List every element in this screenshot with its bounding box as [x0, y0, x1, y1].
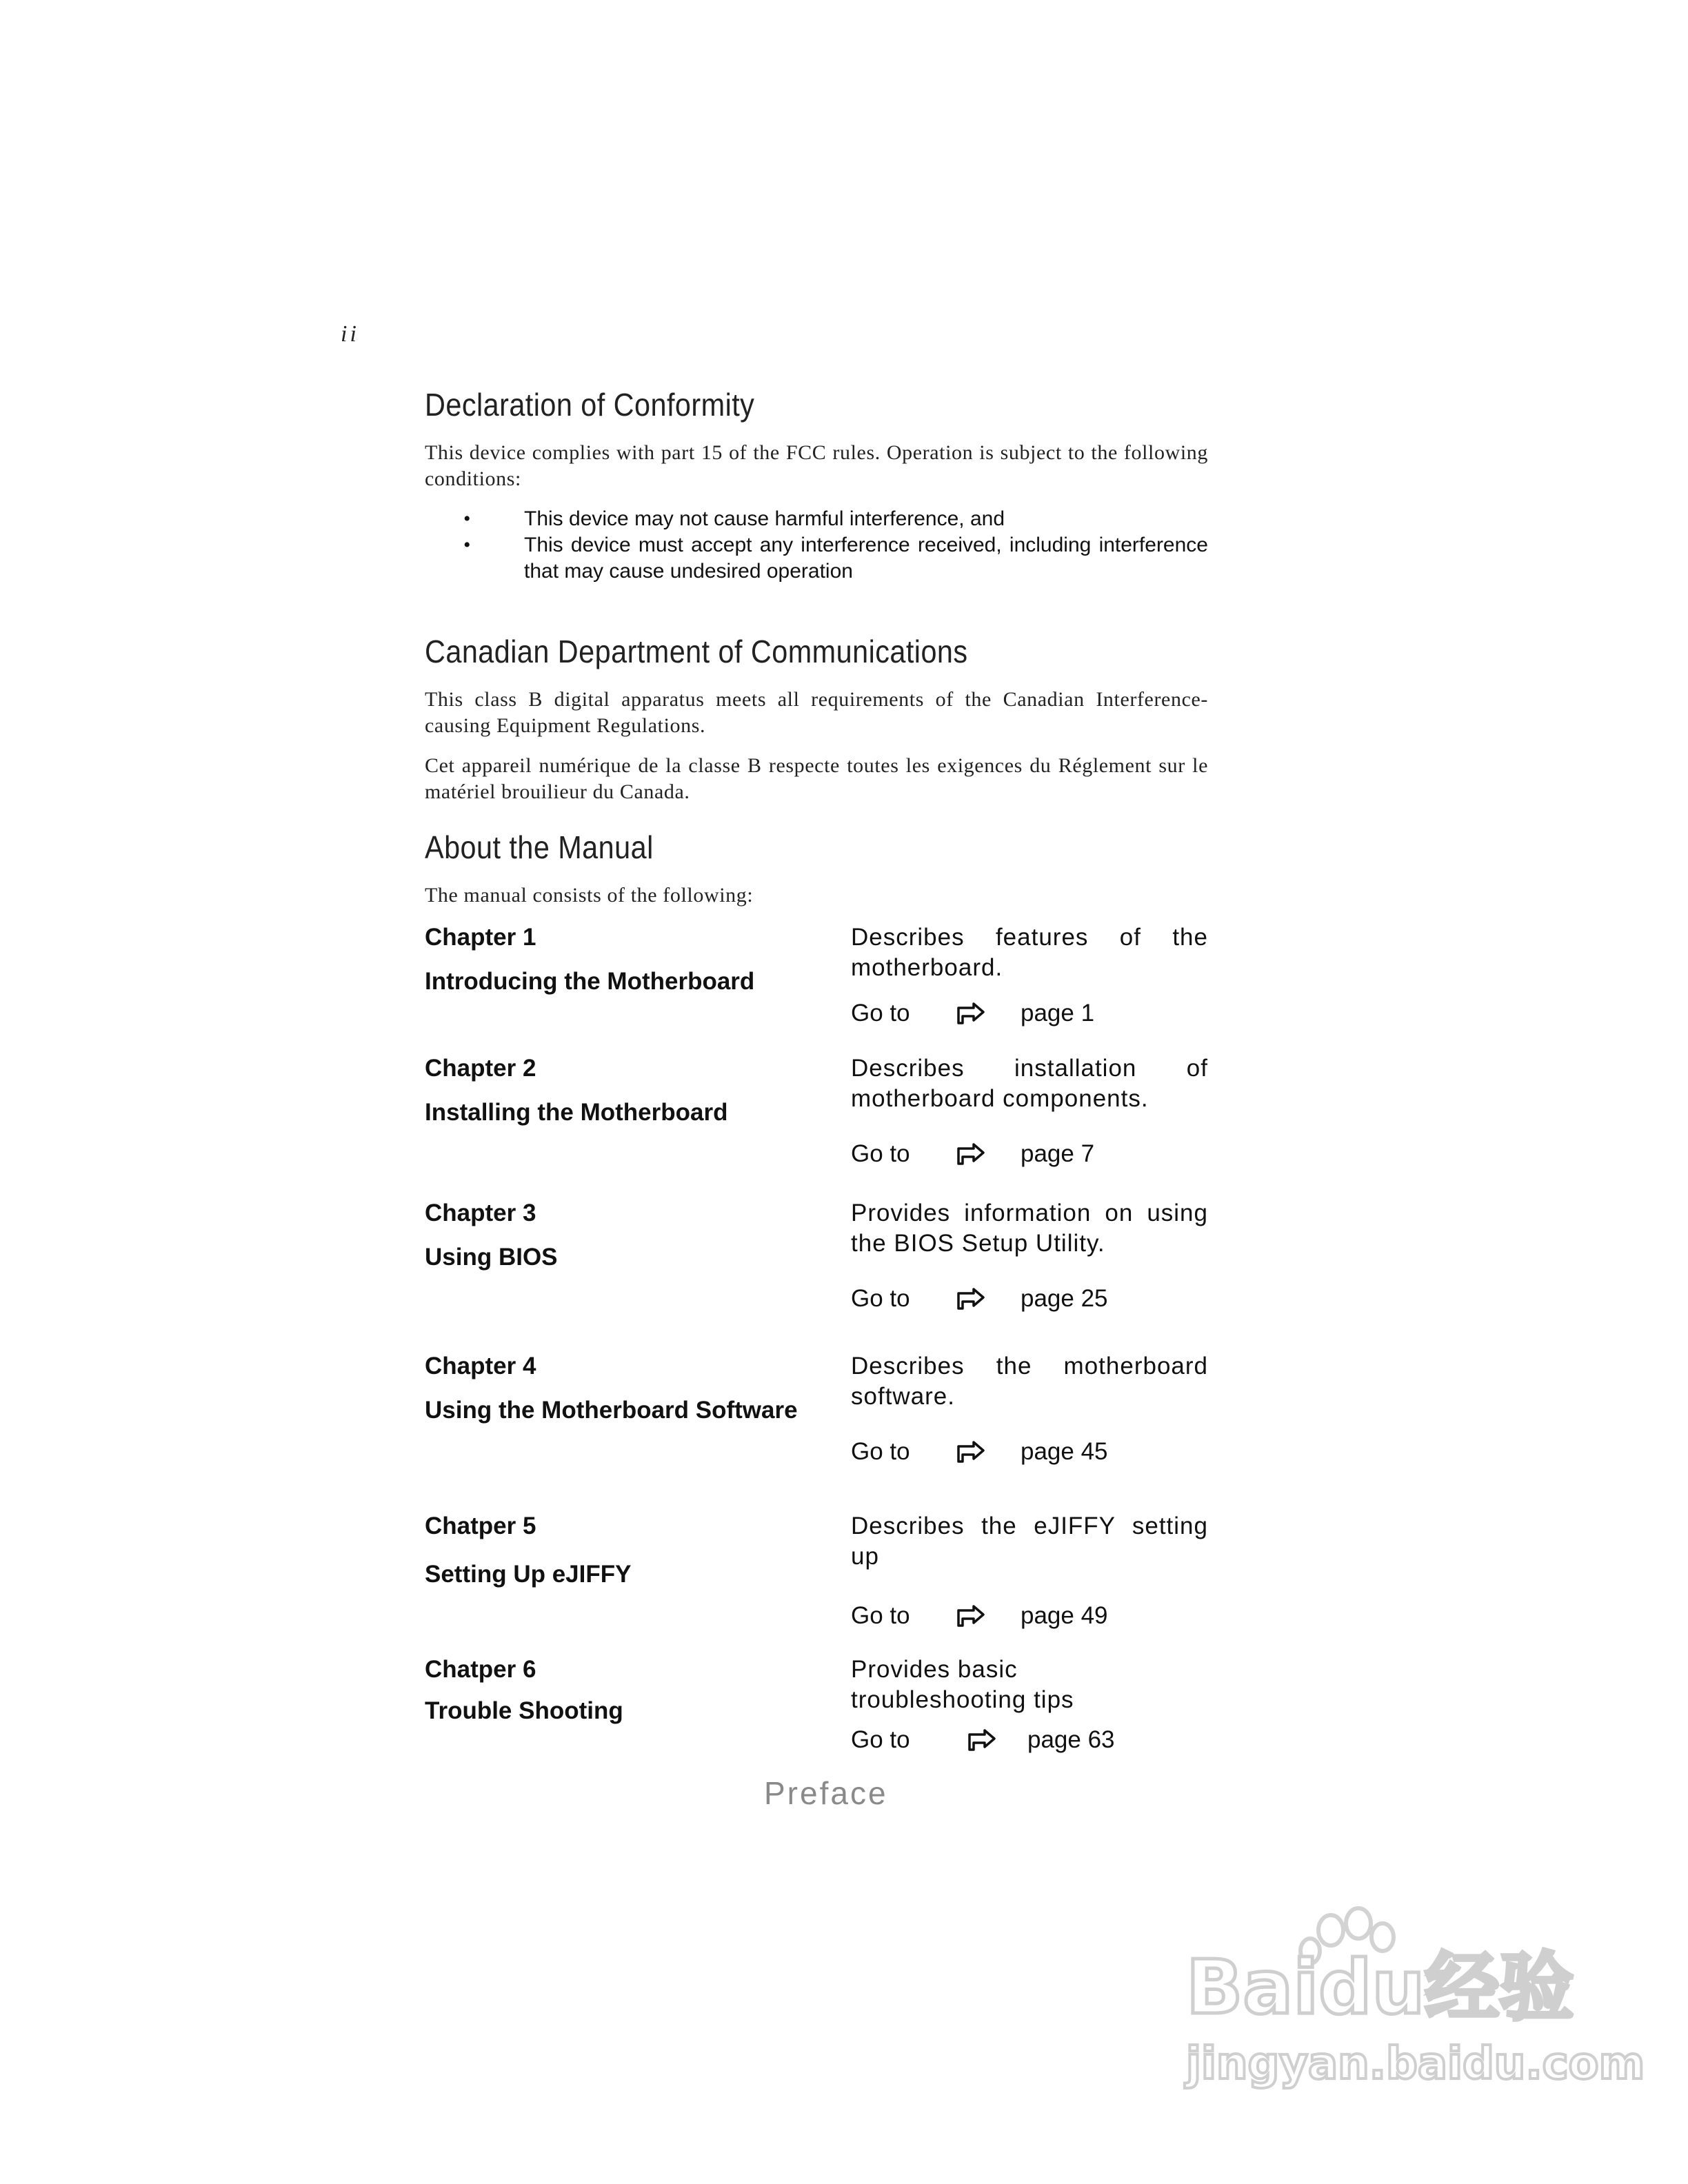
goto-link[interactable] [851, 998, 1208, 1029]
chapter-number: Chatper 5 [425, 1513, 536, 1539]
chapter-entry [425, 1053, 1208, 1198]
condition-item [425, 532, 1208, 585]
goto-label: Go to [851, 1602, 910, 1629]
page-content [425, 386, 1208, 1779]
conformity-conditions [425, 506, 1208, 585]
chapter-description: Provides information on using the BIOS Setup Utility. [851, 1200, 1208, 1257]
goto-page: page 1 [1021, 1000, 1095, 1027]
chapter-title: Installing the Motherboard [425, 1099, 728, 1126]
chapter-title: Trouble Shooting [425, 1697, 623, 1724]
conformity-intro: This device complies with part 15 of the FCC rules. Operation is subject to the following conditions: [425, 441, 1208, 490]
goto-link[interactable] [851, 1601, 1208, 1631]
condition-item [425, 506, 1208, 532]
page-number: ii [341, 321, 359, 347]
condition-text: This device must accept any interference received, including interference that may cause undesired operation [524, 534, 1208, 583]
chapter-description: Describes installation of motherboard components. [851, 1055, 1208, 1112]
chapter-entry [425, 922, 1208, 1053]
goto-page: page 49 [1021, 1602, 1108, 1629]
chapter-number: Chatper 6 [425, 1656, 536, 1683]
bullet-icon: • [463, 534, 471, 556]
chapter-number: Chapter 3 [425, 1200, 536, 1226]
goto-link[interactable] [851, 1284, 1208, 1314]
chapter-entry [425, 1351, 1208, 1511]
chapter-description: Describes the eJIFFY setting up [851, 1513, 1208, 1570]
about-heading: About the Manual [425, 829, 654, 865]
goto-page: page 45 [1021, 1438, 1108, 1465]
chapter-title: Introducing the Motherboard [425, 968, 755, 995]
chapter-title: Using the Motherboard Software [425, 1397, 798, 1424]
arrow-right-icon [956, 1143, 986, 1168]
goto-link[interactable] [851, 1139, 1208, 1169]
canadian-para-en: This class B digital apparatus meets all requirements of the Canadian Interference-causing Equipment Regulations. [425, 688, 1208, 737]
arrow-right-icon [967, 1729, 997, 1754]
goto-label: Go to [851, 1140, 910, 1167]
page-footer: Preface [764, 1775, 888, 1811]
chapter-list [425, 922, 1208, 1779]
arrow-right-icon [956, 1605, 986, 1630]
canadian-para-fr: Cet appareil numérique de la classe B respecte toutes les exigences du Réglement sur le matériel brouilieur du Canada. [425, 754, 1208, 803]
chapter-entry [425, 1198, 1208, 1351]
about-intro: The manual consists of the following: [425, 884, 754, 907]
goto-page: page 25 [1021, 1285, 1108, 1312]
chapter-entry [425, 1511, 1208, 1655]
goto-label: Go to [851, 1285, 910, 1312]
goto-link[interactable] [851, 1725, 1208, 1755]
arrow-right-icon [956, 1441, 986, 1466]
chapter-entry [425, 1655, 1208, 1779]
chapter-number: Chapter 1 [425, 924, 536, 951]
goto-label: Go to [851, 1726, 910, 1753]
conformity-heading: Declaration of Conformity [425, 387, 755, 423]
condition-text: This device may not cause harmful interference, and [524, 507, 1005, 530]
goto-page: page 7 [1021, 1140, 1095, 1167]
canadian-heading: Canadian Department of Communications [425, 634, 968, 669]
chapter-description: Provides basic troubleshooting tips [851, 1656, 1074, 1713]
watermark-brand: Baidu经验 [1186, 1945, 1574, 2031]
chapter-title: Using BIOS [425, 1244, 558, 1271]
goto-page: page 63 [1027, 1726, 1115, 1753]
goto-label: Go to [851, 1000, 910, 1027]
baidu-watermark [1172, 1903, 1645, 2103]
chapter-number: Chapter 4 [425, 1353, 536, 1379]
bullet-icon: • [463, 507, 471, 530]
chapter-description: Describes the motherboard software. [851, 1353, 1208, 1410]
watermark-url: jingyan.baidu.com [1186, 2039, 1645, 2090]
goto-label: Go to [851, 1438, 910, 1465]
chapter-description: Describes features of the motherboard. [851, 924, 1208, 981]
arrow-right-icon [956, 1002, 986, 1027]
arrow-right-icon [956, 1288, 986, 1313]
goto-link[interactable] [851, 1437, 1208, 1467]
chapter-title: Setting Up eJIFFY [425, 1561, 632, 1588]
chapter-number: Chapter 2 [425, 1055, 536, 1082]
